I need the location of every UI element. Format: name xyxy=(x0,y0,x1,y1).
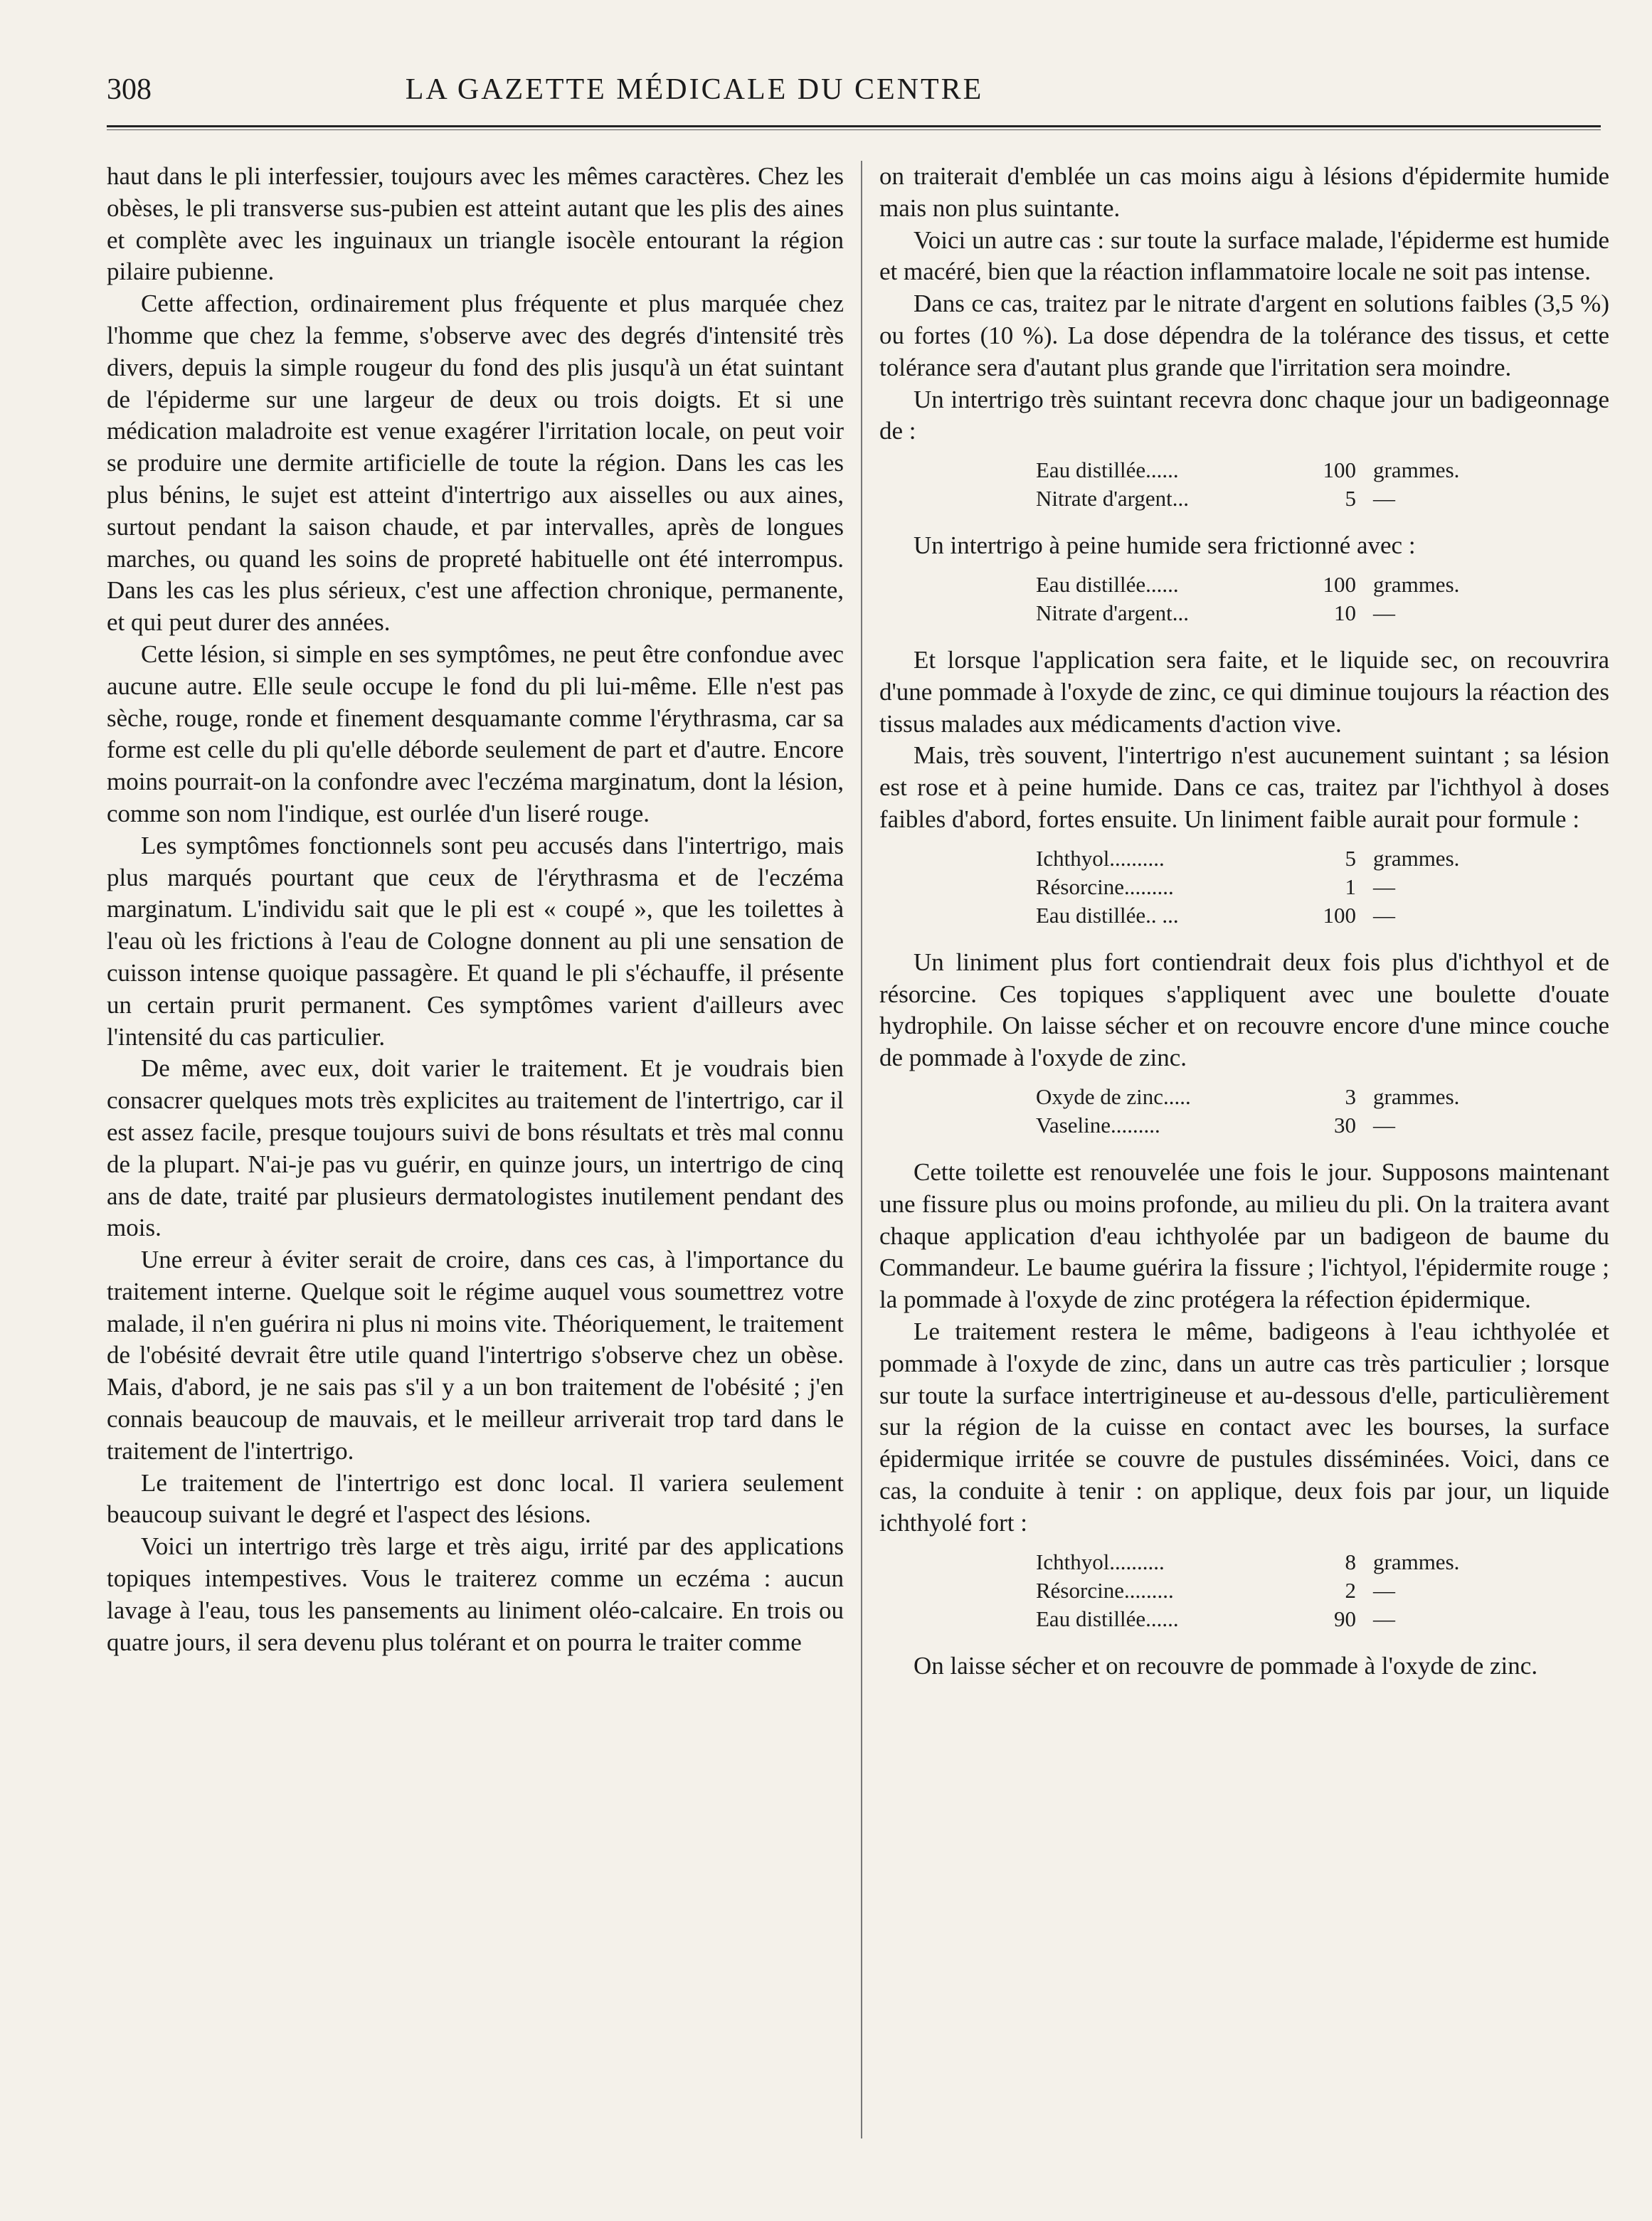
left-column xyxy=(107,161,844,1658)
ingredient-name: Ichthyol.......... xyxy=(1036,1549,1165,1574)
formula-ichthyol-weak xyxy=(879,844,1609,930)
ingredient-unit: grammes. xyxy=(1373,457,1460,483)
ingredient-qty: 10 xyxy=(1334,600,1356,625)
paragraph: Un intertrigo très suintant recevra donc chaque jour un badigeonnage de : xyxy=(879,385,1609,445)
formula-row xyxy=(1036,599,1609,627)
paragraph: Un liniment plus fort contiendrait deux fois plus d'ichthyol et de résorcine. Ces topiques s'appliquent avec une boulette d'ouate hydrophile. On laisse sécher et on recouvre encore d'une mince couche de pommade à l'oxyde de zinc. xyxy=(879,948,1609,1072)
ingredient-unit: — xyxy=(1373,600,1395,625)
ingredient-qty: 90 xyxy=(1334,1606,1356,1631)
paragraph: On laisse sécher et on recouvre de pommade à l'oxyde de zinc. xyxy=(914,1651,1538,1680)
paragraph: Cette affection, ordinairement plus fréquente et plus marquée chez l'homme que chez la femme, s'observe avec des degrés d'intensité très divers, depuis la simple rougeur du fond des plis jusqu'à un état suintant de l'épiderme sur une largeur de deux ou trois doigts. Et si une médication maladroite est venue exagérer l'irritation locale, on peut voir se produire une dermite artificielle de toute la région. Dans les cas les plus bénins, le sujet est atteint d'intertrigo aux aisselles ou aux aines, surtout pendant la saison chaude, et par intervalles, après de longues marches, ou quand les soins de propreté habituelle ont été interrompus. Dans les cas les plus sérieux, c'est une affection chronique, permanente, et qui peut durer des années. xyxy=(107,290,844,637)
right-column xyxy=(879,161,1609,1682)
ingredient-name: Résorcine......... xyxy=(1036,874,1174,899)
ingredient-qty: 2 xyxy=(1345,1577,1356,1603)
ingredient-unit: grammes. xyxy=(1373,1549,1460,1574)
paragraph: Voici un autre cas : sur toute la surface malade, l'épiderme est humide et macéré, bien que la réaction inflammatoire locale ne soit pas intense. xyxy=(879,226,1609,286)
formula-row xyxy=(1036,456,1609,484)
paragraph: Un intertrigo à peine humide sera frictionné avec : xyxy=(914,531,1416,560)
ingredient-unit: grammes. xyxy=(1373,845,1460,871)
ingredient-name: Nitrate d'argent... xyxy=(1036,486,1190,511)
ingredient-unit: — xyxy=(1373,902,1395,928)
ingredient-qty: 1 xyxy=(1345,874,1356,899)
ingredient-name: Nitrate d'argent... xyxy=(1036,600,1190,625)
page-header xyxy=(107,68,1601,111)
journal-title: LA GAZETTE MÉDICALE DU CENTRE xyxy=(405,73,984,106)
ingredient-name: Eau distillée...... xyxy=(1036,571,1179,597)
page-number: 308 xyxy=(107,73,152,106)
ingredient-qty: 5 xyxy=(1345,486,1356,511)
ingredient-qty: 100 xyxy=(1323,571,1356,597)
paragraph: Mais, très souvent, l'intertrigo n'est aucunement suintant ; sa lésion est rose et à peine humide. Dans ce cas, traitez par l'ichthyol à doses faibles d'abord, fortes ensuite. Un liniment faible aurait pour formule : xyxy=(879,741,1609,833)
formula-silver-nitrate-strong xyxy=(879,571,1609,627)
paragraph: haut dans le pli interfessier, toujours avec les mêmes caractères. Chez les obèses, le pli transverse sus-pubien est atteint autant que les plis des aines et complète avec les inguinaux un triangle isocèle entourant la région pilaire pubienne. xyxy=(107,162,844,286)
formula-row xyxy=(1036,484,1609,513)
formula-silver-nitrate-weak xyxy=(879,456,1609,513)
formula-ichthyol-strong xyxy=(879,1548,1609,1633)
formula-row xyxy=(1036,844,1609,873)
formula-row xyxy=(1036,1083,1609,1111)
ingredient-unit: — xyxy=(1373,1112,1395,1138)
paragraph: on traiterait d'emblée un cas moins aigu à lésions d'épidermite humide mais non plus suintante. xyxy=(879,162,1609,222)
formula-zinc-ointment xyxy=(879,1083,1609,1140)
ingredient-name: Ichthyol.......... xyxy=(1036,845,1165,871)
ingredient-qty: 8 xyxy=(1345,1549,1356,1574)
paragraph: Le traitement restera le même, badigeons à l'eau ichthyolée et pommade à l'oxyde de zinc, dans un autre cas très particulier ; lorsque sur toute la surface intertrigineuse et au-dessous d'elle, particulièrement sur la région de la cuisse en contact avec les bourses, la surface épidermique irritée se couvre de pustules disséminées. Voici, dans ce cas, la conduite à tenir : on applique, deux fois par jour, un liquide ichthyolé fort : xyxy=(879,1317,1609,1537)
ingredient-name: Eau distillée...... xyxy=(1036,1606,1179,1631)
ingredient-unit: grammes. xyxy=(1373,1083,1460,1109)
paragraph: Les symptômes fonctionnels sont peu accusés dans l'intertrigo, mais plus marqués pourtant que ceux de l'érythrasma et de l'eczéma marginatum. L'individu sait que le pli est « coupé », que les toilettes à l'eau où les frictions à l'eau de Cologne donnent au pli une sensation de cuisson intense quoique passagère. Et quand le pli s'échauffe, il présente un certain prurit permanent. Ces symptômes varient d'ailleurs avec l'intensité du cas particulier. xyxy=(107,831,844,1051)
paragraph: Cette toilette est renouvelée une fois le jour. Supposons maintenant une fissure plus ou moins profonde, au milieu du pli. On la traitera avant chaque application d'eau ichthyolée par un badigeon de baume du Commandeur. Le baume guérira la fissure ; l'ichtyol, l'épidermite rouge ; la pommade à l'oxyde de zinc protégera la réfection épidermique. xyxy=(879,1157,1609,1314)
paragraph: Le traitement de l'intertrigo est donc local. Il variera seulement beaucoup suivant le degré et l'aspect des lésions. xyxy=(107,1468,844,1529)
ingredient-qty: 5 xyxy=(1345,845,1356,871)
ingredient-name: Résorcine......... xyxy=(1036,1577,1174,1603)
ingredient-name: Vaseline......... xyxy=(1036,1112,1160,1138)
paragraph: Et lorsque l'application sera faite, et le liquide sec, on recouvrira d'une pommade à l'oxyde de zinc, ce qui diminue toujours la réaction des tissus malades aux médicaments d'action vive. xyxy=(879,645,1609,738)
formula-row xyxy=(1036,1111,1609,1140)
paragraph: Dans ce cas, traitez par le nitrate d'argent en solutions faibles (3,5 %) ou fortes (10 %). La dose dépendra de la tolérance des tissus, et cette tolérance sera d'autant plus grande que l'irritation sera moindre. xyxy=(879,290,1609,381)
header-rule xyxy=(107,125,1601,127)
formula-row xyxy=(1036,1576,1609,1605)
ingredient-qty: 3 xyxy=(1345,1083,1356,1109)
paragraph: Une erreur à éviter serait de croire, dans ces cas, à l'importance du traitement interne. Quelque soit le régime auquel vous soumettrez votre malade, il n'en guérira ni plus ni moins vite. Théoriquement, le traitement de l'obésité devrait être utile quand l'intertrigo s'observe chez un obèse. Mais, d'abord, je ne sais pas s'il y a un bon traitement de l'obésité ; j'en connais beaucoup de mauvais, et le meilleur arriverait trop tard dans le traitement de l'intertrigo. xyxy=(107,1246,844,1465)
paragraph: Cette lésion, si simple en ses symptômes, ne peut être confondue avec aucune autre. Elle seule occupe le fond du pli lui-même. Elle n'est pas sèche, rouge, ronde et finement desquamante comme l'érythrasma, car sa forme est celle du pli qu'elle déborde seulement de part et d'autre. Encore moins pourrait-on la confondre avec l'eczéma marginatum, dont la lésion, comme son nom l'indique, est ourlée d'un liseré rouge. xyxy=(107,640,844,827)
formula-row xyxy=(1036,1605,1609,1633)
column-divider xyxy=(861,161,862,2138)
ingredient-name: Oxyde de zinc..... xyxy=(1036,1083,1191,1109)
ingredient-unit: — xyxy=(1373,1606,1395,1631)
formula-row xyxy=(1036,571,1609,599)
ingredient-qty: 100 xyxy=(1323,457,1356,483)
paragraph: De même, avec eux, doit varier le traitement. Et je voudrais bien consacrer quelques mots très explicites au traitement de l'intertrigo, car il est assez facile, presque toujours suivi de bons résultats et très mal connu de la plupart. N'ai-je pas vu guérir, en quinze jours, un intertrigo de cinq ans de date, traité par plusieurs dermatologistes inutilement pendant des mois. xyxy=(107,1054,844,1242)
ingredient-unit: — xyxy=(1373,874,1395,899)
ingredient-qty: 30 xyxy=(1334,1112,1356,1138)
header-rule-thin xyxy=(107,129,1601,130)
formula-row xyxy=(1036,901,1609,930)
formula-row xyxy=(1036,1548,1609,1576)
ingredient-unit: — xyxy=(1373,1577,1395,1603)
formula-row xyxy=(1036,873,1609,901)
ingredient-name: Eau distillée.. ... xyxy=(1036,902,1179,928)
ingredient-qty: 100 xyxy=(1323,902,1356,928)
ingredient-name: Eau distillée...... xyxy=(1036,457,1179,483)
ingredient-unit: — xyxy=(1373,486,1395,511)
ingredient-unit: grammes. xyxy=(1373,571,1460,597)
paragraph: Voici un intertrigo très large et très aigu, irrité par des applications topiques intempestives. Vous le traiterez comme un eczéma : aucun lavage à l'eau, tous les pansements au liniment oléo-calcaire. En trois ou quatre jours, il sera devenu plus tolérant et on pourra le traiter comme xyxy=(107,1532,844,1656)
